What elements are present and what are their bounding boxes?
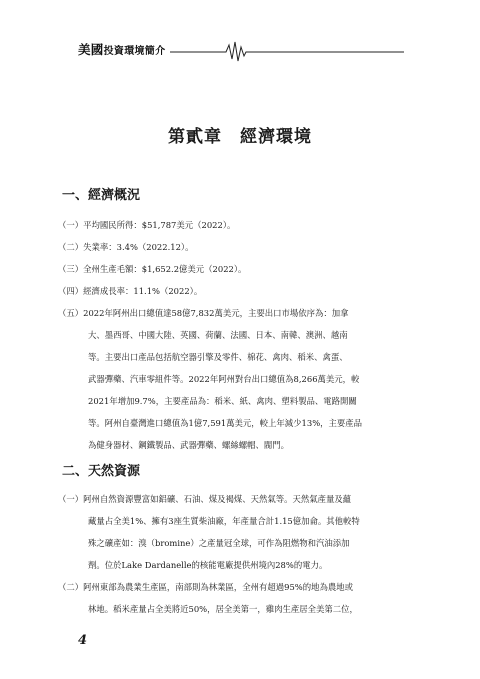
list-item: （四）經濟成長率：11.1%（2022）。: [58, 286, 203, 296]
running-header: [78, 38, 404, 64]
section-title-natural-resources: 二、天然資源: [62, 464, 141, 479]
header-title-rest: 投資環境簡介: [103, 46, 166, 57]
list-item-line: （一）阿州自然資源豐富如鋁礦、石油、煤及褐煤、天然氣等。天然氣產量及蘊: [58, 494, 352, 504]
list-item: （三）全州生產毛額：$1,652.2億美元（2022）。: [58, 264, 247, 274]
list-item-line: （二）阿州東部為農業生產區，南部則為林業區，全州有超過95%的地為農地或: [58, 582, 353, 592]
list-item-line: 劑。位於Lake Dardanelle的核能電廠提供州境內28%的電力。: [88, 560, 328, 570]
list-item-line: 武器彈藥、汽車零組件等。2022年阿州對台出口總值為8,266萬美元，較: [88, 374, 360, 384]
list-item-line: 等。主要出口產品包括航空器引擎及零件、棉花、禽肉、稻米、禽蛋、: [88, 352, 348, 362]
list-item-line: 為健身器材、鋼鐵製品、武器彈藥、螺絲螺帽、閥門。: [88, 440, 289, 450]
list-item: （二）失業率：3.4%（2022.12）。: [58, 242, 194, 252]
list-item-line: 大、墨西哥、中國大陸、英國、荷蘭、法國、日本、南韓、澳洲、越南: [88, 330, 348, 340]
list-item-line: 等。阿州自臺灣進口總值為1億7,591萬美元，較上年減少13%，主要產品: [88, 418, 363, 428]
header-title: [78, 40, 165, 58]
list-item-line: （五）2022年阿州出口總值達58億7,832萬美元，主要出口市場依序為：加拿: [58, 308, 349, 318]
section-title-economy: 一、經濟概況: [62, 188, 141, 203]
chapter-title: 第貳章 經濟環境: [168, 127, 312, 147]
list-item: （一）平均國民所得：$51,787美元（2022）。: [58, 220, 236, 230]
list-item-line: 林地。稻米產量占全美將近50%，居全美第一，雞肉生產居全美第二位，: [88, 604, 358, 614]
list-item-line: 藏量占全美1%、擁有3座生質柴油廠，年產量合計1.15億加侖。其他較特: [88, 516, 360, 526]
list-item-line: 2021年增加9.7%，主要產品為：稻米、紙、禽肉、塑料製品、電路開關: [88, 396, 357, 406]
list-item-line: 殊之礦產如：溴（bromine）之產量冠全球，可作為阻燃物和汽油添加: [88, 538, 350, 548]
header-title-main: 美國: [78, 42, 104, 57]
page-number: 4: [78, 633, 88, 648]
